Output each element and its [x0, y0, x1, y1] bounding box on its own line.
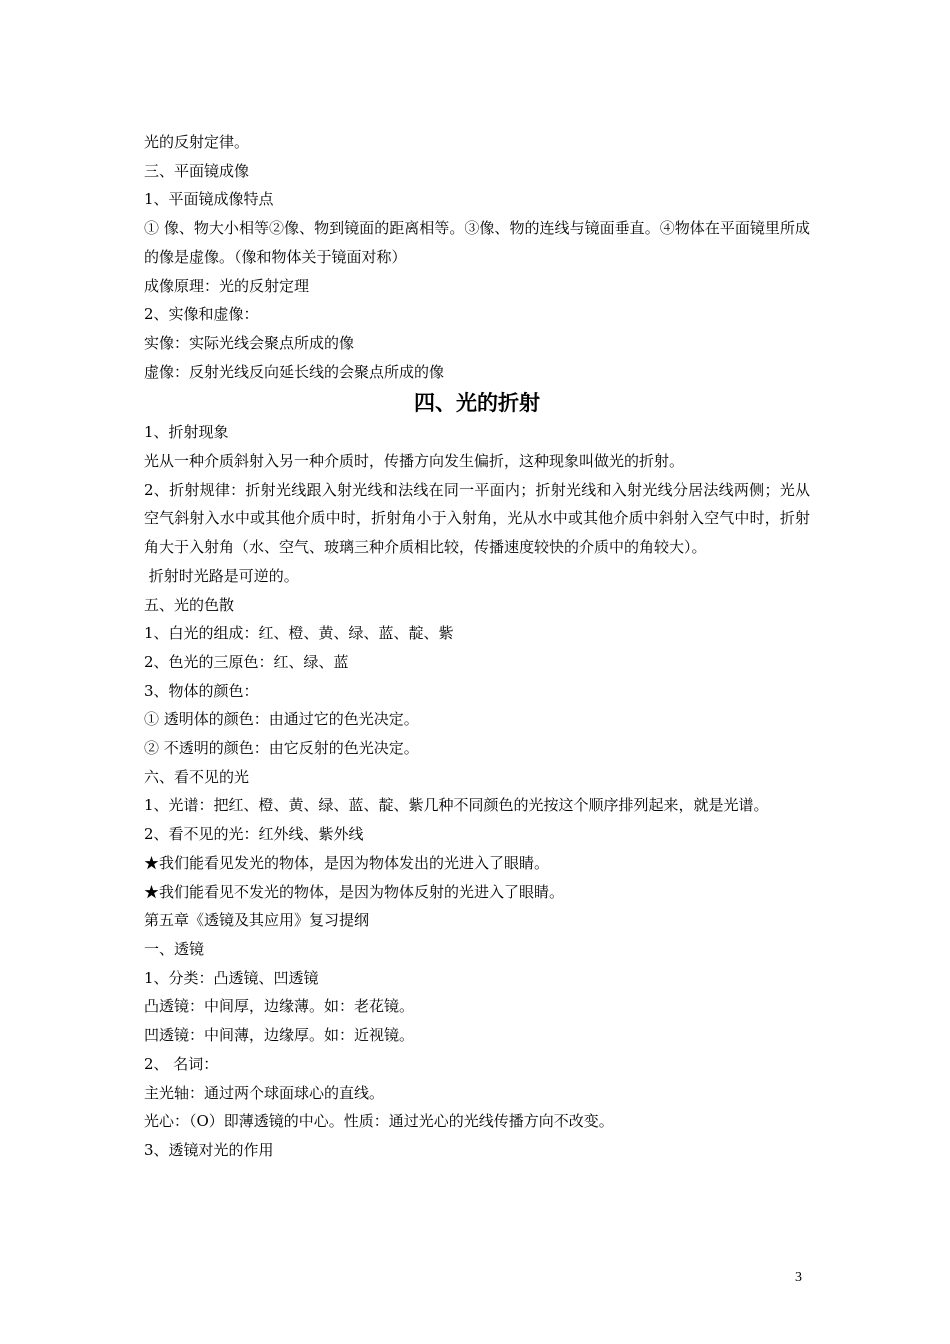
chapter-title: 第五章《透镜及其应用》复习提纲	[144, 911, 370, 930]
text-line: ② 不透明的颜色：由它反射的色光决定。	[144, 739, 419, 758]
text-line: 2、 名词：	[144, 1054, 219, 1073]
text-line: 光心：（O）即薄透镜的中心。性质：通过光心的光线传播方向不改变。	[144, 1112, 614, 1131]
chapter-heading: 四、光的折射	[414, 391, 540, 416]
section-title: 三、平面镜成像	[144, 161, 250, 180]
text-line: 2、实像和虚像：	[144, 305, 259, 324]
text-line: 1、分类：凸透镜、凹透镜	[144, 968, 319, 987]
text-line: 1、白光的组成：红、橙、黄、绿、蓝、靛、紫	[144, 624, 454, 643]
text-line: 光从一种介质斜射入另一种介质时，传播方向发生偏折，这种现象叫做光的折射。	[144, 452, 685, 471]
text-line: 3、物体的颜色：	[144, 681, 259, 700]
text-line: 2、看不见的光：红外线、紫外线	[144, 825, 364, 844]
text-line: 凹透镜：中间薄，边缘厚。如：近视镜。	[144, 1026, 415, 1045]
text-line: 凸透镜：中间厚，边缘薄。如：老花镜。	[144, 997, 415, 1016]
text-line: 虚像：反射光线反向延长线的会聚点所成的像	[144, 362, 445, 381]
text-line: ★我们能看见发光的物体，是因为物体发出的光进入了眼睛。	[144, 853, 550, 872]
text-line: 1、折射现象	[144, 423, 229, 442]
text-line: 3、透镜对光的作用	[144, 1140, 274, 1159]
page-number: 3	[795, 1270, 802, 1285]
text-line: ★我们能看见不发光的物体，是因为物体反射的光进入了眼睛。	[144, 882, 565, 901]
text-line: 实像：实际光线会聚点所成的像	[144, 333, 355, 352]
text-paragraph: ① 像、物大小相等②像、物到镜面的距离相等。③像、物的连线与镜面垂直。④物体在平面镜里所成的像是虚像。（像和物体关于镜面对称）	[144, 219, 810, 266]
text-paragraph: 2、折射规律：折射光线跟入射光线和法线在同一平面内；折射光线和入射光线分居法线两侧；光从空气斜射入水中或其他介质中时，折射角小于入射角，光从水中或其他介质中斜射入空气中时，折射角大于入射角（水、空气、玻璃三种介质相比较，传播速度较快的介质中的角较大）。	[144, 480, 810, 557]
text-line: 折射时光路是可逆的。	[144, 566, 299, 585]
page-content	[144, 128, 810, 1165]
text-paragraph: 1、光谱：把红、橙、黄、绿、蓝、靛、紫几种不同颜色的光按这个顺序排列起来，就是光谱。	[144, 796, 769, 815]
section-title: 一、透镜	[144, 939, 205, 958]
text-line: 成像原理：光的反射定理	[144, 276, 310, 295]
text-line: 1、平面镜成像特点	[144, 190, 274, 209]
section-title: 五、光的色散	[144, 595, 235, 614]
text-line: ① 透明体的颜色：由通过它的色光决定。	[144, 710, 419, 729]
text-line: 主光轴：通过两个球面球心的直线。	[144, 1083, 385, 1102]
text-line: 2、色光的三原色：红、绿、蓝	[144, 652, 349, 671]
section-title: 六、看不见的光	[144, 767, 250, 786]
text-line: 光的反射定律。	[144, 133, 250, 151]
